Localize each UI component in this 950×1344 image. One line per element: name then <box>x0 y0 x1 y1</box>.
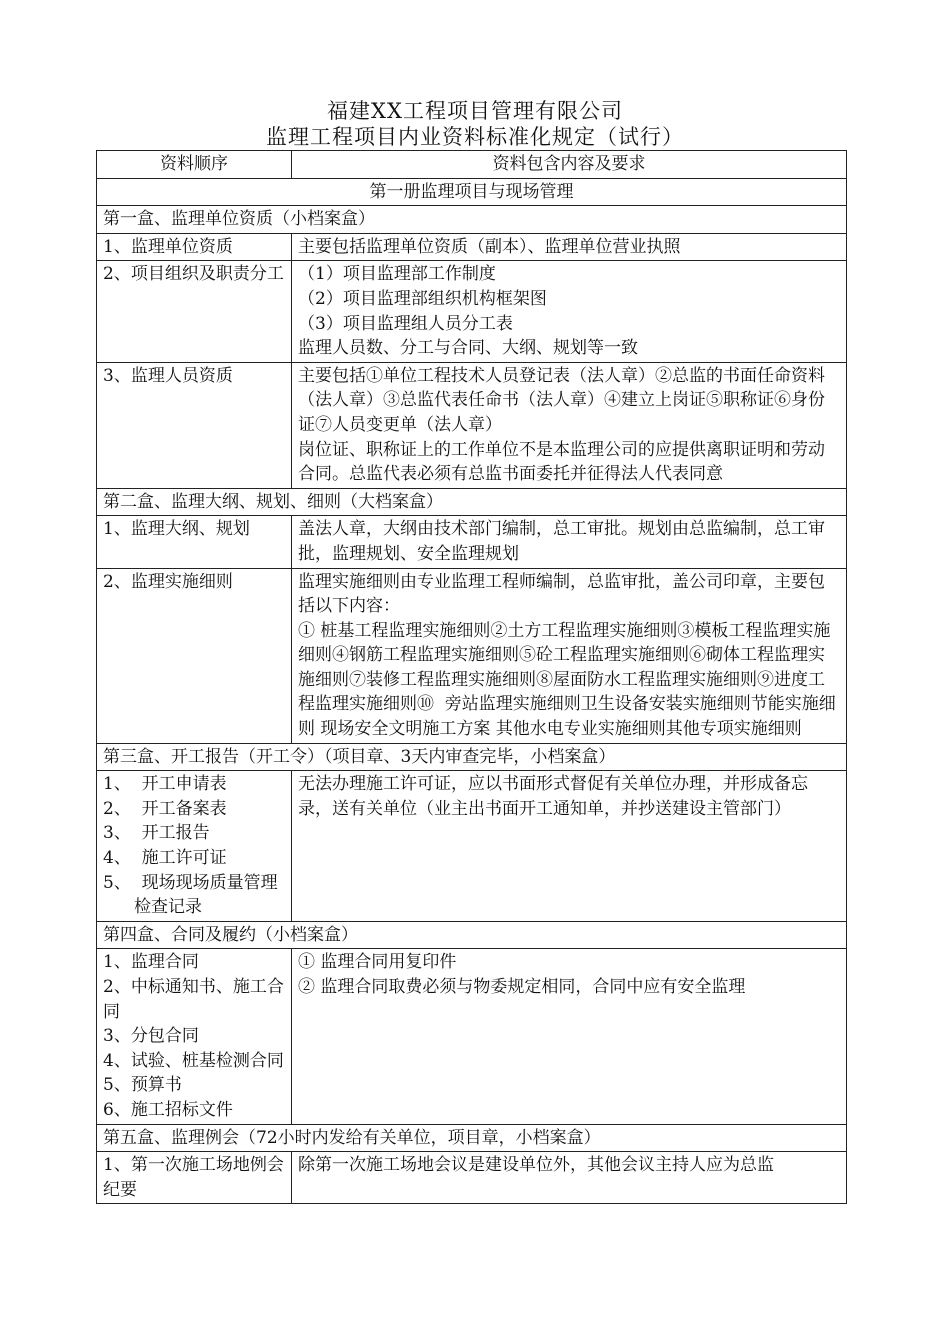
table-row <box>97 1152 847 1204</box>
box1-r2-left: 2、项目组织及职责分工 <box>97 261 292 362</box>
document-subtitle: 监理工程项目内业资料标准化规定（试行） <box>266 125 684 149</box>
list-item: 5、预算书 <box>103 1075 182 1096</box>
table-row <box>97 949 847 1124</box>
box5-r1-right: 除第一次施工场地会议是建设单位外，其他会议主持人应为总监 <box>292 1152 847 1204</box>
list-item: （1）项目监理部工作制度 <box>298 264 496 285</box>
paragraph: ① 桩基工程监理实施细则②土方工程监理实施细则③模板工程监理实施细则④钢筋工程监理实施细则⑤砼工程监理实施细则⑥砌体工程监理实施细则⑦装修工程监理实施细则⑧屋面防水工程监理实施细则⑨进度工程监理实施细则⑩ 旁站监理实施细则卫生设备安装实施细则节能实施细则 现场安全文明施工方案 其他水电专业实施细则其他专项实施细则 <box>298 620 836 740</box>
box4-title: 第四盒、合同及履约（小档案盒） <box>97 921 847 949</box>
list-item: 4、 施工许可证 <box>103 848 227 869</box>
list-item: 监理人员数、分工与合同、大纲、规划等一致 <box>298 338 638 359</box>
box2-r2-left: 2、监理实施细则 <box>97 568 292 743</box>
box3-title: 第三盒、开工报告（开工令）（项目章、3天内审查完毕，小档案盒） <box>97 743 847 771</box>
list-item: ② 监理合同取费必须与物委规定相同，合同中应有安全监理 <box>298 977 746 997</box>
table-header-row <box>97 151 847 179</box>
box1-r1-right: 主要包括监理单位资质（副本）、监理单位营业执照 <box>292 233 847 261</box>
paragraph: 岗位证、职称证上的工作单位不是本监理公司的应提供离职证明和劳动合同。总监代表必须有总监书面委托并征得法人代表同意 <box>298 439 825 485</box>
list-item: ① 监理合同用复印件 <box>298 952 457 973</box>
table-row <box>97 261 847 362</box>
box1-r3-left: 3、监理人员资质 <box>97 362 292 488</box>
list-item: 1、监理合同 <box>103 952 199 973</box>
list-item: 2、 开工备案表 <box>103 798 227 819</box>
header-col2: 资料包含内容及要求 <box>292 151 847 179</box>
table-row <box>97 516 847 568</box>
table-row <box>97 771 847 922</box>
list-item: （3）项目监理组人员分工表 <box>298 313 513 334</box>
list-item: 2、中标通知书、施工合同 <box>103 977 284 1022</box>
box5-r1-left: 1、第一次施工场地例会纪要 <box>97 1152 292 1204</box>
box5-title: 第五盒、监理例会（72小时内发给有关单位，项目章，小档案盒） <box>97 1124 847 1152</box>
list-item: 3、 开工报告 <box>103 823 210 844</box>
box2-r2-right <box>292 568 847 743</box>
box1-title: 第一盒、监理单位资质（小档案盒） <box>97 206 847 234</box>
box1-r2-right <box>292 261 847 362</box>
box3-right: 无法办理施工许可证，应以书面形式督促有关单位办理，并形成备忘录，送有关单位（业主出书面开工通知单，并抄送建设主管部门） <box>292 771 847 922</box>
list-item: 6、施工招标文件 <box>103 1099 233 1120</box>
box-title-row <box>97 921 847 949</box>
box3-left <box>97 771 292 922</box>
list-item: 4、试验、桩基检测合同 <box>103 1050 284 1071</box>
box-title-row <box>97 743 847 771</box>
volume-row <box>97 178 847 206</box>
paragraph: 监理实施细则由专业监理工程师编制，总监审批，盖公司印章，主要包括以下内容： <box>298 571 825 617</box>
paragraph: 主要包括①单位工程技术人员登记表（法人章）②总监的书面任命资料（法人章）③总监代表任命书（法人章）④建立上岗证⑤职称证⑥身份证⑦人员变更单（法人章） <box>298 365 825 435</box>
volume-title: 第一册监理项目与现场管理 <box>97 178 847 206</box>
header-col1: 资料顺序 <box>97 151 292 179</box>
list-item: （2）项目监理部组织机构框架图 <box>298 288 547 309</box>
box1-r1-left: 1、监理单位资质 <box>97 233 292 261</box>
table-row <box>97 568 847 743</box>
box-title-row <box>97 1124 847 1152</box>
box2-title: 第二盒、监理大纲、规划、细则（大档案盒） <box>97 488 847 516</box>
box2-r1-right: 盖法人章，大纲由技术部门编制，总工审批。规划由总监编制，总工审批，监理规划、安全监理规划 <box>292 516 847 568</box>
regulation-table <box>96 150 847 1204</box>
document-title: 福建XX工程项目管理有限公司 <box>327 99 623 123</box>
box1-r3-right <box>292 362 847 488</box>
table-row <box>97 233 847 261</box>
list-item: 3、分包合同 <box>103 1026 199 1047</box>
list-item: 5、 现场现场质量管理检查记录 <box>103 872 278 918</box>
table-row <box>97 362 847 488</box>
box4-left <box>97 949 292 1124</box>
box2-r1-left: 1、监理大纲、规划 <box>97 516 292 568</box>
box-title-row <box>97 488 847 516</box>
box-title-row <box>97 206 847 234</box>
list-item: 1、 开工申请表 <box>103 774 227 795</box>
box4-right <box>292 949 847 1124</box>
